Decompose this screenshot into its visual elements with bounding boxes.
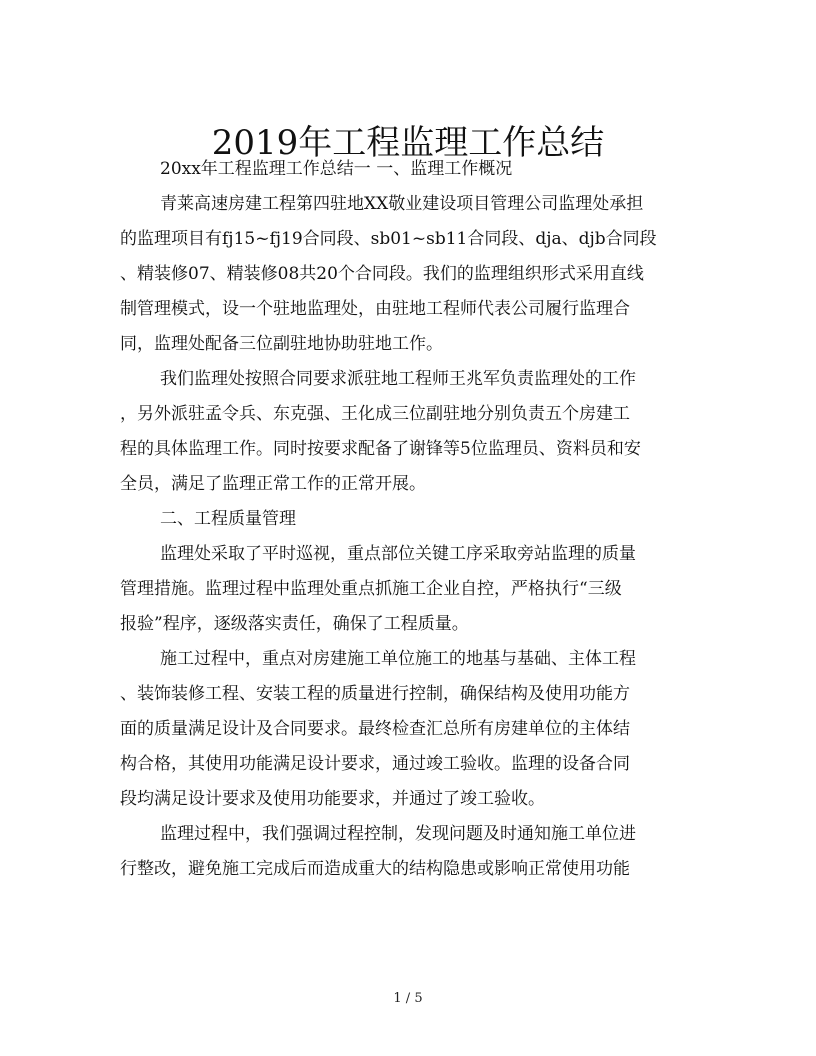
body-line: 管理措施。监理过程中监理处重点抓施工企业自控，严格执行“三级 xyxy=(120,579,622,599)
body-line: 行整改，避免施工完成后而造成重大的结构隐患或影响正常使用功能 xyxy=(120,859,630,879)
body-line: 面的质量满足设计及合同要求。最终检查汇总所有房建单位的主体结 xyxy=(120,719,630,739)
body-line: 监理处采取了平时巡视，重点部位关键工序采取旁站监理的质量 xyxy=(160,544,636,564)
page-number: 1 / 5 xyxy=(393,991,423,1006)
body-line: 、精装修07、精装修08共20个合同段。我们的监理组织形式采用直线 xyxy=(120,264,644,284)
body-line: 监理过程中，我们强调过程控制，发现问题及时通知施工单位进 xyxy=(160,824,636,844)
body-line: 报验”程序，逐级落实责任，确保了工程质量。 xyxy=(120,614,469,634)
body-line: 全员，满足了监理正常工作的正常开展。 xyxy=(120,474,426,494)
body-line: ，另外派驻孟令兵、东克强、王化成三位副驻地分别负责五个房建工 xyxy=(120,404,630,424)
body-line: 段均满足设计要求及使用功能要求，并通过了竣工验收。 xyxy=(120,789,545,809)
body-line: 同，监理处配备三位副驻地协助驻地工作。 xyxy=(120,334,443,354)
body-line: 程的具体监理工作。同时按要求配备了谢锋等5位监理员、资料员和安 xyxy=(120,439,641,459)
document-title: 2019年工程监理工作总结 xyxy=(211,122,605,163)
section-heading: 二、工程质量管理 xyxy=(160,509,296,529)
document-body xyxy=(120,152,696,887)
body-line: 构合格，其使用功能满足设计要求，通过竣工验收。监理的设备合同 xyxy=(120,754,630,774)
body-line: 的监理项目有fj15~fj19合同段、sb01~sb11合同段、dja、djb合同段 xyxy=(120,229,657,249)
body-line: 20xx年工程监理工作总结一 一、监理工作概况 xyxy=(160,159,513,179)
body-line: 施工过程中，重点对房建施工单位施工的地基与基础、主体工程 xyxy=(160,649,636,669)
body-line: 制管理模式，设一个驻地监理处，由驻地工程师代表公司履行监理合 xyxy=(120,299,630,319)
body-line: 我们监理处按照合同要求派驻地工程师王兆军负责监理处的工作 xyxy=(160,369,636,389)
body-line: 青莱高速房建工程第四驻地XX敬业建设项目管理公司监理处承担 xyxy=(160,194,644,214)
body-line: 、装饰装修工程、安装工程的质量进行控制，确保结构及使用功能方 xyxy=(120,684,630,704)
